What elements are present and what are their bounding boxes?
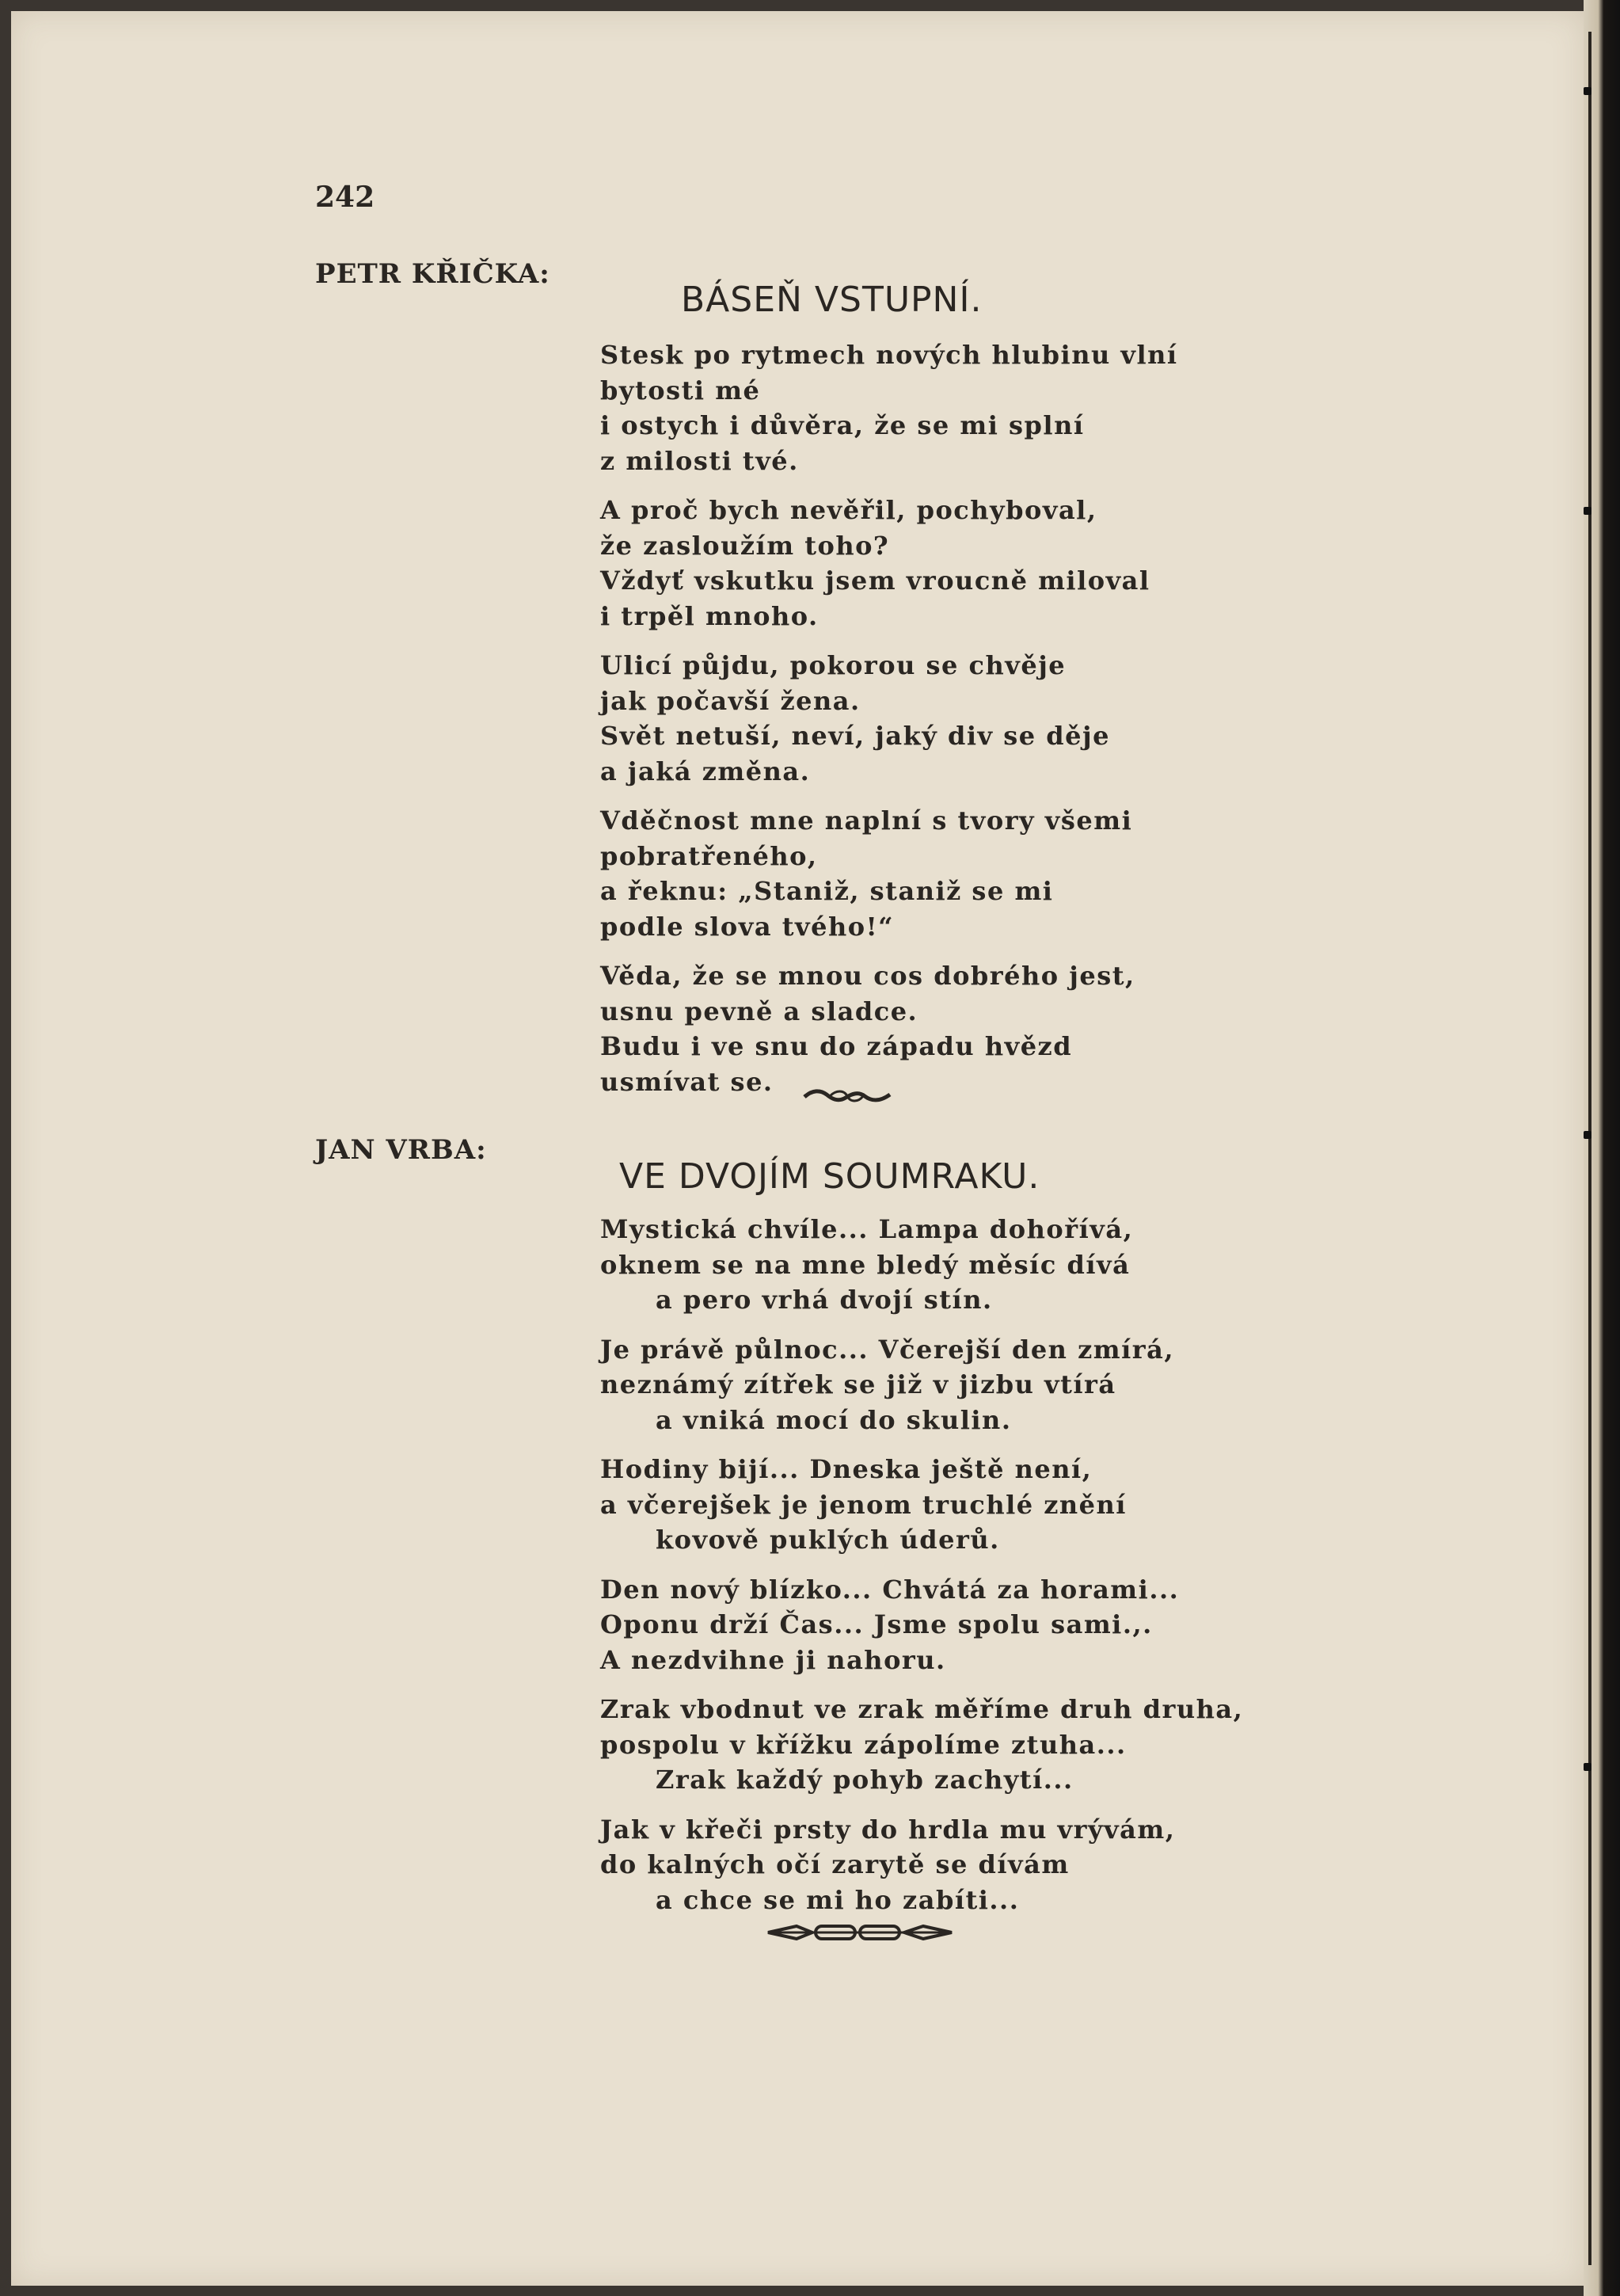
verse-line: z milosti tvé.	[600, 445, 799, 476]
verse-line: Zrak vbodnut ve zrak měříme druh druha,	[600, 1694, 1244, 1724]
verse-line: usmívat se.	[600, 1066, 774, 1097]
poem-author: JAN VRBA:	[315, 1134, 487, 1166]
verse-line: usnu pevně a sladce.	[600, 996, 918, 1026]
poem-title: VE DVOJÍM SOUMRAKU.	[619, 1156, 1040, 1197]
edge-mark	[1584, 1131, 1591, 1139]
spine-line	[1588, 32, 1591, 2265]
verse-line: Věda, že se mnou cos dobrého jest,	[600, 961, 1135, 991]
verse-line: Den nový blízko... Chvátá za horami...	[600, 1574, 1180, 1605]
verse-line: Vždyť vskutku jsem vroucně miloval	[600, 565, 1150, 596]
stanza	[600, 1332, 1243, 1438]
stanza	[600, 493, 1178, 634]
stanza	[600, 1452, 1243, 1558]
verse-line: A nezdvihne ji nahoru.	[600, 1644, 946, 1675]
stanza	[600, 648, 1178, 789]
verse-line: Stesk po rytmech nových hlubinu vlní	[600, 340, 1178, 370]
verse-line: pospolu v křížku zápolíme ztuha...	[600, 1729, 1127, 1760]
ornament-divider-small	[801, 1087, 893, 1107]
edge-mark	[1584, 87, 1591, 95]
poem-author: PETR KŘIČKA:	[315, 258, 550, 290]
verse-line: neznámý zítřek se již v jizbu vtírá	[600, 1369, 1116, 1399]
verse-line: že zasloužím toho?	[600, 530, 890, 561]
verse-line: pobratřeného,	[600, 840, 818, 871]
verse-line: A proč bych nevěřil, pochyboval,	[600, 495, 1097, 525]
verse-line: Zrak každý pohyb zachytí...	[656, 1765, 1074, 1795]
stanza	[600, 1812, 1243, 1918]
edge-mark	[1584, 1763, 1591, 1771]
verse-line: Je právě půlnoc... Včerejší den zmírá,	[600, 1334, 1174, 1365]
verse-line: Ulicí půjdu, pokorou se chvěje	[600, 650, 1067, 680]
ornament-divider-large	[765, 1921, 955, 1944]
verse-line: Hodiny bijí... Dneska ještě není,	[600, 1454, 1093, 1484]
verse-line: bytosti mé	[600, 375, 761, 406]
verse-line: Jak v křeči prsty do hrdla mu vrývám,	[600, 1814, 1176, 1845]
verse-line: jak počavší žena.	[600, 685, 861, 716]
stanza	[600, 1212, 1243, 1318]
verse-line: i trpěl mnoho.	[600, 600, 819, 631]
stanza	[600, 1572, 1243, 1678]
verse-line: Vděčnost mne naplní s tvory všemi	[600, 805, 1133, 836]
verse-line: Budu i ve snu do západu hvězd	[600, 1031, 1073, 1061]
stanza	[600, 958, 1178, 1099]
verse-line: Oponu drží Čas... Jsme spolu sami.,.	[600, 1609, 1153, 1639]
verse-line: a včerejšek je jenom truchlé znění	[600, 1489, 1127, 1520]
verse-line: a pero vrhá dvojí stín.	[656, 1285, 993, 1315]
verse-line: podle slova tvého!“	[600, 911, 895, 942]
poem-body	[600, 337, 1178, 1114]
stanza	[600, 337, 1178, 478]
verse-line: do kalných očí zarytě se dívám	[600, 1849, 1070, 1879]
verse-line: Mystická chvíle... Lampa dohořívá,	[600, 1214, 1134, 1244]
page-number: 242	[315, 181, 375, 214]
verse-line: Svět netuší, neví, jaký div se děje	[600, 721, 1110, 751]
verse-line: kovově puklých úderů.	[656, 1525, 1000, 1555]
verse-line: a jaká změna.	[600, 756, 811, 786]
poem-body	[600, 1212, 1243, 1932]
verse-line: oknem se na mne bledý měsíc dívá	[600, 1249, 1131, 1280]
verse-line: a řeknu: „Staniž, staniž se mi	[600, 876, 1054, 906]
verse-line: a chce se mi ho zabíti...	[656, 1884, 1020, 1915]
verse-line: a vniká mocí do skulin.	[656, 1404, 1012, 1435]
verse-line: i ostych i důvěra, že se mi splní	[600, 410, 1085, 440]
edge-mark	[1584, 507, 1591, 515]
stanza	[600, 1692, 1243, 1798]
poem-title: BÁSEŇ VSTUPNÍ.	[681, 280, 983, 320]
stanza	[600, 803, 1178, 944]
